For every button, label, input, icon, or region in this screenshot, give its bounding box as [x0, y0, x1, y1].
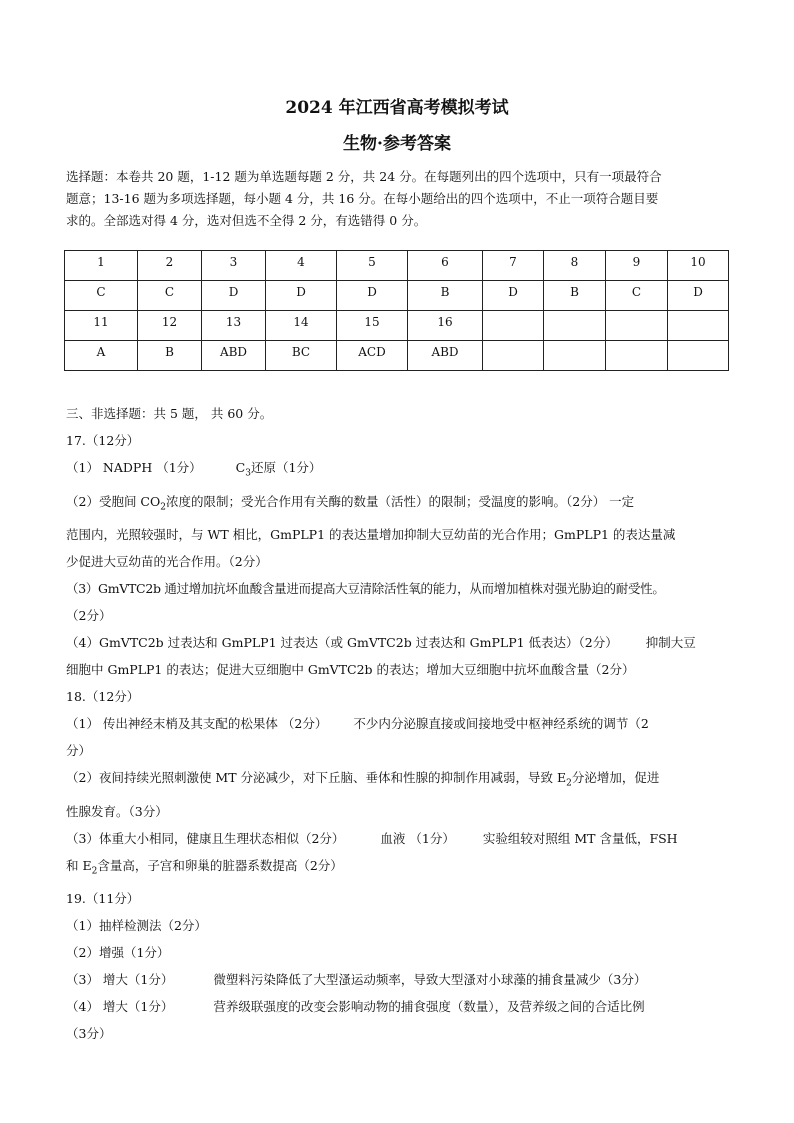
text: 还原（1分）	[250, 460, 322, 475]
table-cell: D	[202, 281, 266, 311]
subscript: 2	[160, 502, 166, 512]
q17-line: （3）GmVTC2b 通过增加抗坏血酸含量进而提高大豆清除活性氧的能力，从而增加植株对强光胁迫的耐受性。	[66, 581, 665, 596]
table-cell: C	[65, 281, 138, 311]
table-cell: C	[606, 281, 668, 311]
table-row-answers-2	[65, 341, 729, 371]
table-cell: B	[544, 281, 606, 311]
q17-line: 细胞中 GmPLP1 的表达；促进大豆细胞中 GmVTC2b 的表达；增加大豆细胞中抗坏血酸含量（2分）	[66, 662, 635, 677]
q19-line: （3分）	[66, 1026, 112, 1041]
table-cell	[606, 311, 668, 341]
table-cell: C	[138, 281, 202, 311]
q19-line	[66, 966, 734, 993]
q18-line: 性腺发育。（3分）	[66, 803, 168, 819]
table-cell: D	[266, 281, 337, 311]
text: （1） 传出神经末梢及其支配的松果体 （2分）	[66, 716, 328, 731]
table-cell: 4	[266, 251, 337, 281]
text: 营养级联强度的改变会影响动物的捕食强度（数量），及营养级之间的合适比例	[213, 999, 645, 1014]
q17-line	[66, 488, 734, 522]
instructions	[66, 166, 728, 232]
text: （2）夜间持续光照刺激使 MT 分泌减少，对下丘脑、垂体和性腺的抑制作用减弱，导致 E	[66, 770, 567, 785]
text: 血液 （1分）	[380, 830, 455, 846]
table-cell: 10	[668, 251, 729, 281]
text: （3）体重大小相同，健康且生理状态相似（2分）	[66, 830, 345, 846]
table-row-numbers-1	[65, 251, 729, 281]
text: 分泌增加，促进	[571, 770, 660, 785]
q17-line: 少促进大豆幼苗的光合作用。（2分）	[66, 554, 268, 569]
table-cell: 5	[337, 251, 408, 281]
q17-answer-1b	[235, 460, 322, 479]
q18-line: 分）	[66, 743, 92, 758]
table-cell: 11	[65, 311, 138, 341]
page-subtitle: 生物·参考答案	[343, 134, 451, 154]
q17-line	[66, 454, 734, 488]
answer-body	[66, 400, 734, 1047]
table-cell: 15	[337, 311, 408, 341]
q18-line	[66, 710, 734, 737]
table-cell: 14	[266, 311, 337, 341]
table-cell: D	[483, 281, 544, 311]
text: 含量高，子宫和卵巢的脏器系数提高（2分）	[97, 857, 343, 873]
question-title-17: 17.（12分）	[66, 433, 140, 448]
text: （4） 增大（1分）	[66, 999, 174, 1014]
q19-line	[66, 993, 734, 1020]
q17-line: （2分）	[66, 608, 112, 623]
text: 微塑料污染降低了大型溞运动频率，导致大型溞对小球藻的捕食量减少（3分）	[213, 972, 647, 987]
table-cell	[483, 311, 544, 341]
table-cell: A	[65, 341, 138, 371]
table-cell: 12	[138, 311, 202, 341]
text: （2）受胞间 CO	[66, 493, 161, 509]
answer-table	[64, 250, 729, 371]
text: 不少内分泌腺直接或间接地受中枢神经系统的调节（2	[353, 716, 649, 731]
table-cell: 9	[606, 251, 668, 281]
instructions-line: 求的。全部选对得 4 分，选对但选不全得 2 分，有选错得 0 分。	[66, 213, 427, 228]
instructions-line: 选择题：本卷共 20 题，1-12 题为单选题每题 2 分，共 24 分。在每题列出的四个选项中，只有一项最符合	[66, 169, 662, 184]
q17-answer-1a: （1） NADPH （1分）	[66, 460, 202, 475]
table-cell	[544, 341, 606, 371]
q18-line	[66, 852, 734, 886]
q17-line	[66, 629, 734, 656]
table-cell: 3	[202, 251, 266, 281]
table-row-numbers-2	[65, 311, 729, 341]
question-title-19: 19.（11分）	[66, 891, 140, 906]
table-cell: ACD	[337, 341, 408, 371]
table-cell: ABD	[202, 341, 266, 371]
table-cell: ABD	[408, 341, 483, 371]
text: 实验组较对照组 MT 含量低，FSH	[482, 830, 678, 846]
instructions-line: 题意；13-16 题为多项选择题，每小题 4 分，共 16 分。在每小题给出的四个选项中，不止一项符合题目要	[66, 191, 659, 206]
q18-line	[66, 764, 734, 798]
subscript: 2	[566, 778, 572, 789]
table-cell: 8	[544, 251, 606, 281]
table-cell: BC	[266, 341, 337, 371]
table-cell: D	[668, 281, 729, 311]
text: （4）GmVTC2b 过表达和 GmPLP1 过表达（或 GmVTC2b 过表达和 GmPLP1 低表达）（2分）	[66, 635, 618, 650]
table-cell: D	[337, 281, 408, 311]
text: （3） 增大（1分）	[66, 972, 174, 987]
table-cell: 6	[408, 251, 483, 281]
table-cell	[483, 341, 544, 371]
question-title-18: 18.（12分）	[66, 689, 140, 704]
table-cell	[544, 311, 606, 341]
text: 浓度的限制；受光合作用有关酶的数量（活性）的限制；受温度的影响。（2分） 一定	[165, 493, 635, 509]
section-heading: 三、非选择题：共 5 题， 共 60 分。	[66, 406, 273, 421]
table-cell	[668, 341, 729, 371]
table-cell: 13	[202, 311, 266, 341]
table-cell: 7	[483, 251, 544, 281]
q19-line: （1）抽样检测法（2分）	[66, 918, 207, 933]
table-cell: 1	[65, 251, 138, 281]
q18-line	[66, 825, 734, 852]
text: 和 E	[66, 857, 92, 873]
q17-line: 范围内，光照较强时，与 WT 相比，GmPLP1 的表达量增加抑制大豆幼苗的光合作用；GmPLP1 的表达量减	[66, 527, 676, 542]
q19-line: （2）增强（1分）	[66, 945, 170, 960]
table-cell	[668, 311, 729, 341]
subscript: 2	[91, 866, 98, 876]
table-cell: B	[408, 281, 483, 311]
page-title: 2024 年江西省高考模拟考试	[285, 98, 509, 118]
subscript: 3	[245, 468, 251, 479]
table-row-answers-1	[65, 281, 729, 311]
table-cell: B	[138, 341, 202, 371]
text: 抑制大豆	[645, 635, 696, 650]
table-cell: 2	[138, 251, 202, 281]
table-cell: 16	[408, 311, 483, 341]
table-cell	[606, 341, 668, 371]
text: C	[235, 460, 246, 475]
